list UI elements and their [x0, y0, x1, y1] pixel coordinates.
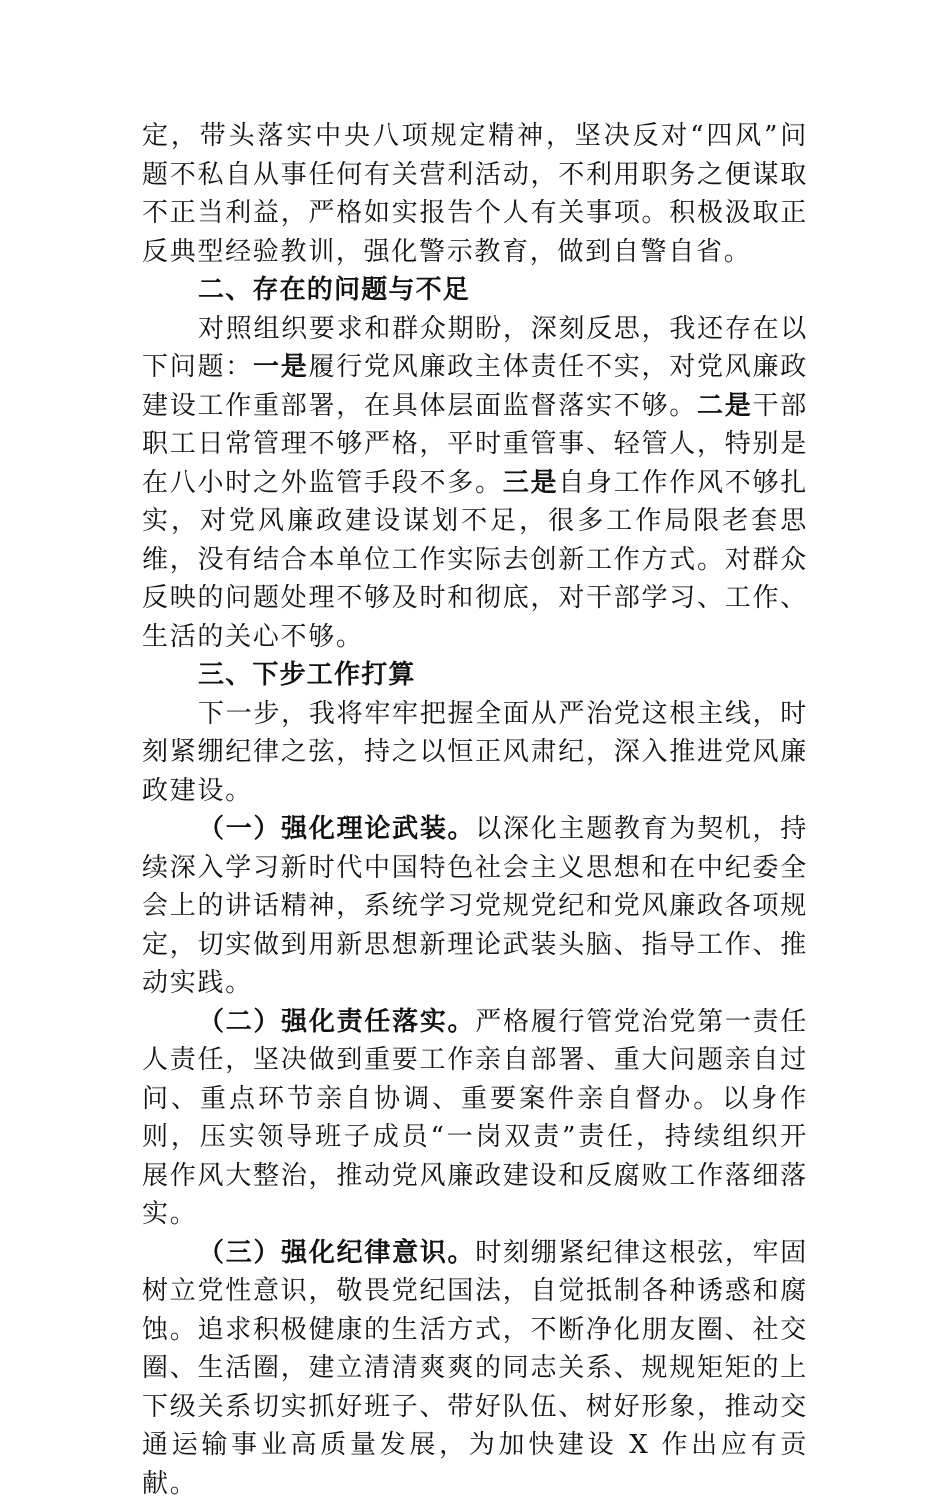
plan-item-1-text: 以深化主题教育为契机，持续深入学习新时代中国特色社会主义思想和在中纪委全会上的讲话精神，系统学习党规党纪和党风廉政各项规定，切实做到用新思想新理论武装头脑、指导工作、推动实践。 — [142, 814, 808, 998]
point-one-text: 履行党风廉政主体责任不实，对党风廉政建设工作重部署，在具体层面监督落实不够。 — [142, 352, 808, 421]
plan-item-3-title: （三）强化纪律意识。 — [198, 1238, 475, 1268]
plan-item-3 — [142, 1234, 808, 1503]
plan-item-2-text: 严格履行管党治党第一责任人责任，坚决做到重要工作亲自部署、重大问题亲自过问、重点环节亲自协调、重要案件亲自督办。以身作则，压实领导班子成员“一岗双责”责任，持续组织开展作风大整治，推动党风廉政建设和反腐败工作落细落实。 — [142, 1007, 808, 1230]
intro-paragraph: 定，带头落实中央八项规定精神，坚决反对“四风”问题不私自从事任何有关营利活动，不利用职务之便谋取不正当利益，严格如实报告个人有关事项。积极汲取正反典型经验教训，强化警示教育，做到自警自省。 — [142, 117, 808, 271]
plan-item-1 — [142, 810, 808, 1003]
problems-lead: 对照组织要求和群众期盼，深刻反思，我还存在以下问题： — [142, 314, 808, 383]
plan-item-1-title: （一）强化理论武装。 — [198, 814, 475, 844]
plans-intro-paragraph: 下一步，我将牢牢把握全面从严治党这根主线，时刻紧绷纪律之弦，持之以恒正风肃纪，深入推进党风廉政建设。 — [142, 695, 808, 811]
section-heading-problems: 二、存在的问题与不足 — [142, 271, 808, 310]
point-three-label: 三是 — [503, 468, 559, 498]
section-heading-plans: 三、下步工作打算 — [142, 656, 808, 695]
point-two-text: 干部职工日常管理不够严格，平时重管事、轻管人，特别是在八小时之外监管手段不多。 — [142, 391, 808, 498]
point-three-text: 自身工作作风不够扎实，对党风廉政建设谋划不足，很多工作局限老套思维，没有结合本单位工作实际去创新工作方式。对群众反映的问题处理不够及时和彻底，对干部学习、工作、生活的关心不够。 — [142, 468, 808, 652]
point-two-label: 二是 — [697, 391, 753, 421]
plan-item-3-text: 时刻绷紧纪律这根弦，牢固树立党性意识，敬畏党纪国法，自觉抵制各种诱惑和腐蚀。追求积极健康的生活方式，不断净化朋友圈、社交圈、生活圈，建立清清爽爽的同志关系、规规矩矩的上下级关系切实抓好班子、带好队伍、树好形象，推动交通运输事业高质量发展，为加快建设 X 作出应有贡献。 — [142, 1238, 808, 1499]
point-one-label: 一是 — [253, 352, 309, 382]
problems-paragraph — [142, 310, 808, 657]
plan-item-2-title: （二）强化责任落实。 — [198, 1007, 475, 1037]
plan-item-2 — [142, 1003, 808, 1234]
